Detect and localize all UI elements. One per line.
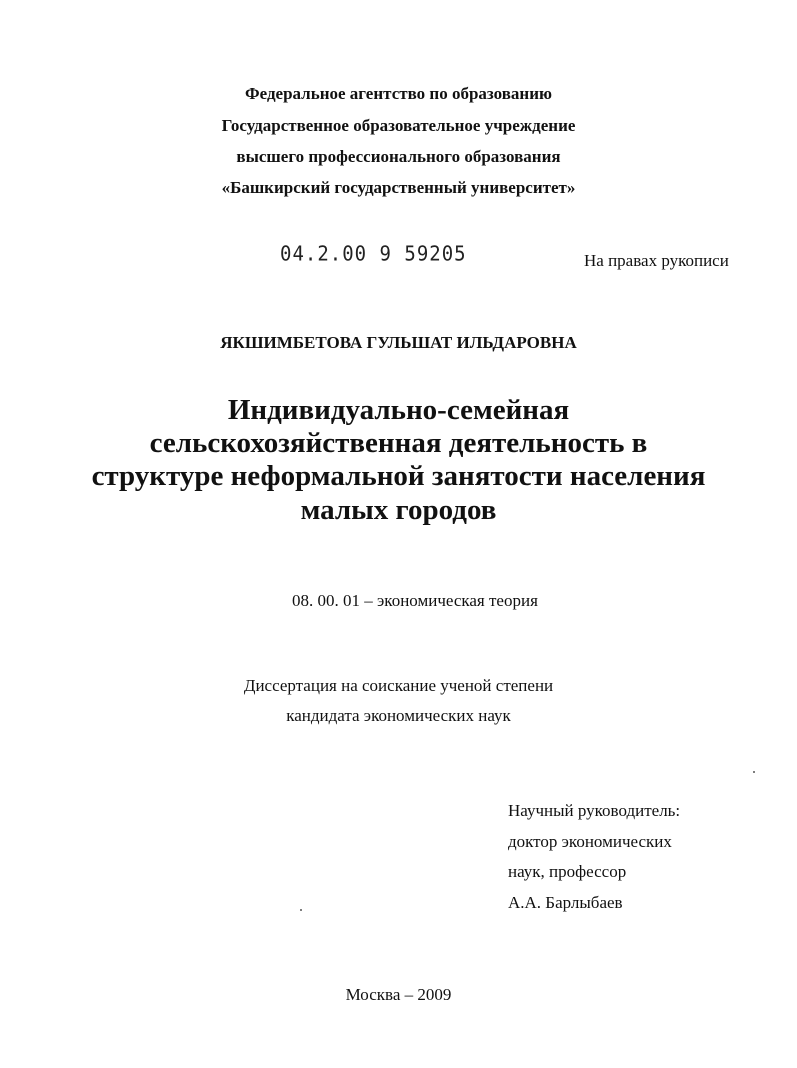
university-name: «Башкирский государственный университет» — [221, 178, 576, 197]
library-stamp: 04.2.00 9 59205 — [280, 242, 467, 266]
degree-line: кандидата экономических наук — [286, 706, 511, 725]
title-line: структуре неформальной занятости населения — [91, 460, 706, 492]
rights-notice: На правах рукописи — [584, 251, 729, 270]
supervisor-heading: Научный руководитель: — [508, 801, 681, 820]
title-line: сельскохозяйственная деятельность в — [149, 427, 648, 459]
supervisor-degree: доктор экономических — [508, 832, 672, 851]
city-year: Москва – 2009 — [345, 985, 452, 1004]
author-name: ЯКШИМБЕТОВА ГУЛЬШАТ ИЛЬДАРОВНА — [220, 333, 577, 352]
supervisor-title: наук, профессор — [508, 862, 627, 881]
supervisor-name: А.А. Барлыбаев — [508, 893, 623, 912]
education-level: высшего профессионального образования — [236, 147, 561, 166]
scan-speck — [300, 909, 302, 911]
institution-type: Государственное образовательное учреждение — [221, 116, 576, 135]
scan-speck — [753, 771, 755, 773]
title-line: малых городов — [300, 494, 497, 526]
title-line: Индивидуально-семейная — [227, 394, 570, 426]
degree-line: Диссертация на соискание ученой степени — [243, 676, 554, 695]
agency-name: Федеральное агентство по образованию — [245, 84, 552, 103]
specialty-code: 08. 00. 01 – экономическая теория — [292, 591, 538, 610]
